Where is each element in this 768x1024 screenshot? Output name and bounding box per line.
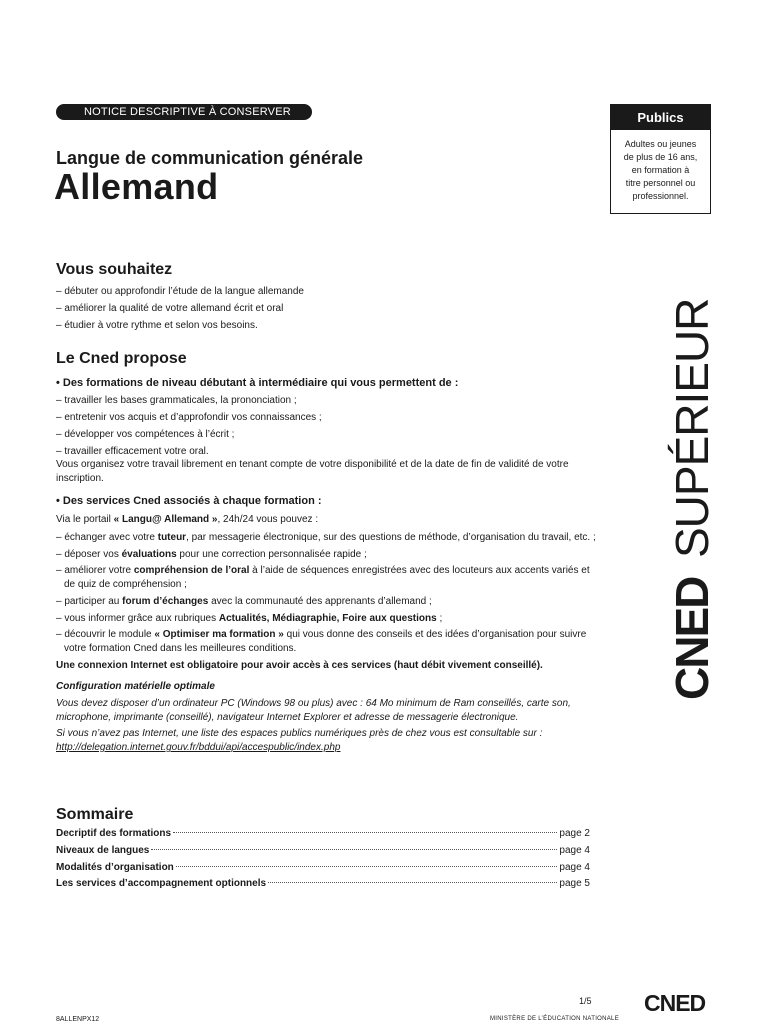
publics-line: de plus de 16 ans, <box>623 152 698 162</box>
toc-label: Modalités d’organisation <box>56 862 174 873</box>
publics-line: en formation à <box>631 165 690 175</box>
toc-row[interactable] <box>56 828 590 844</box>
toc-row[interactable] <box>56 845 590 861</box>
publics-line: Adultes ou jeunes <box>624 139 697 149</box>
toc-leader <box>151 849 557 850</box>
internet-text: Si vous n’avez pas Internet, une liste des espaces publics numériques près de chez vous est consultable sur : <box>56 728 543 739</box>
cned-superieur-logo <box>662 285 722 705</box>
document-subtitle: Langue de communication générale <box>56 148 364 168</box>
document-title: Allemand <box>54 166 219 207</box>
portail-name: « Langu@ Allemand » <box>113 514 218 525</box>
portail-post: , 24h/24 vous pouvez : <box>217 514 319 525</box>
services-title: • Des services Cned associés à chaque formation : <box>56 495 322 507</box>
document-code: 8ALLENPX12 <box>56 1016 100 1023</box>
portail-line <box>56 512 318 527</box>
config-title: Configuration matérielle optimale <box>56 681 215 692</box>
list-item: – échanger avec votre tuteur, par messagerie électronique, sur des questions de méthode, d’organisation du travail, etc. ; <box>56 532 596 543</box>
access-public-link[interactable]: http://delegation.internet.gouv.fr/bddui/api/accespublic/index.php <box>56 742 341 753</box>
formations-title: • Des formations de niveau débutant à intermédiaire qui vous permettent de : <box>56 377 459 389</box>
toc-label: Decriptif des formations <box>56 828 172 839</box>
sommaire-section <box>56 806 133 824</box>
toc-label: Les services d’accompagnement optionnels <box>56 878 267 889</box>
connexion-note: Une connexion Internet est obligatoire pour avoir accès à ces services (haut débit vivement conseillé). <box>56 660 543 671</box>
toc-row[interactable] <box>56 862 590 878</box>
toc-leader <box>268 882 557 883</box>
portail-pre: Via le portail <box>56 514 114 525</box>
list-item: – développer vos compétences à l’écrit ; <box>56 429 235 440</box>
toc-page: page 2 <box>559 828 590 839</box>
list-item: – travailler efficacement votre oral. <box>56 446 209 457</box>
notice-banner: NOTICE DESCRIPTIVE À CONSERVER <box>56 104 312 120</box>
organisation-text: Vous organisez votre travail librement en tenant compte de votre disponibilité et de la date de fin de validité de votre inscription. <box>56 459 569 484</box>
list-item: – déposer vos évaluations pour une correction personnalisée rapide ; <box>56 549 367 560</box>
side-logo-superieur: SUPÉRIEUR <box>666 298 718 558</box>
ministry-label: MINISTÈRE DE L’ÉDUCATION NATIONALE <box>490 1016 619 1022</box>
toc-page: page 4 <box>559 845 590 856</box>
formations-list <box>56 392 601 460</box>
toc-leader <box>176 866 558 867</box>
section-heading: Sommaire <box>56 806 134 823</box>
services-list <box>56 530 601 656</box>
section-heading: Vous souhaitez <box>56 261 173 278</box>
publics-line: professionnel. <box>632 191 689 201</box>
list-item: – vous informer grâce aux rubriques Actualités, Médiagraphie, Foire aux questions ; <box>56 613 443 624</box>
toc-page: page 4 <box>559 862 590 873</box>
toc-page: page 5 <box>559 878 590 889</box>
toc-label: Niveaux de langues <box>56 845 150 856</box>
vous-souhaitez-section <box>56 261 172 279</box>
cned-propose-section <box>56 350 187 368</box>
page-number: 1/5 <box>579 996 592 1006</box>
list-item: – débuter ou approfondir l’étude de la langue allemande <box>56 286 304 297</box>
config-text: Vous devez disposer d’un ordinateur PC (Windows 98 ou plus) avec : 64 Mo minimum de Ram conseillés, carte son, microphone, imprimante (conseillé), navigateur Internet Explorer et adresse de messagerie électronique. <box>56 698 571 723</box>
section-heading: Le Cned propose <box>56 350 187 367</box>
list-item: – améliorer la qualité de votre allemand écrit et oral <box>56 303 284 314</box>
list-item: – améliorer votre compréhension de l’oral à l’aide de séquences enregistrées avec des locuteurs aux accents variés et de quiz de compréhension ; <box>56 565 590 590</box>
cned-logo <box>644 990 724 1016</box>
list-item: – entretenir vos acquis et d’approfondir vos connaissances ; <box>56 412 322 423</box>
toc-leader <box>173 832 557 833</box>
side-logo-cned: CNED <box>666 577 718 700</box>
vous-souhaitez-list <box>56 283 596 334</box>
list-item: – travailler les bases grammaticales, la prononciation ; <box>56 395 297 406</box>
list-item: – étudier à votre rythme et selon vos besoins. <box>56 320 258 331</box>
publics-box <box>610 104 711 214</box>
publics-line: titre personnel ou <box>625 178 696 188</box>
cned-logo-text: CNED <box>644 990 706 1016</box>
list-item: – participer au forum d’échanges avec la communauté des apprenants d’allemand ; <box>56 596 432 607</box>
publics-text <box>611 130 710 203</box>
list-item: – découvrir le module « Optimiser ma formation » qui vous donne des conseils et des idées d’organisation pour suivre votre formation Cned dans les meilleures conditions. <box>56 629 587 654</box>
toc-row[interactable] <box>56 878 590 894</box>
publics-heading: Publics <box>611 105 710 130</box>
